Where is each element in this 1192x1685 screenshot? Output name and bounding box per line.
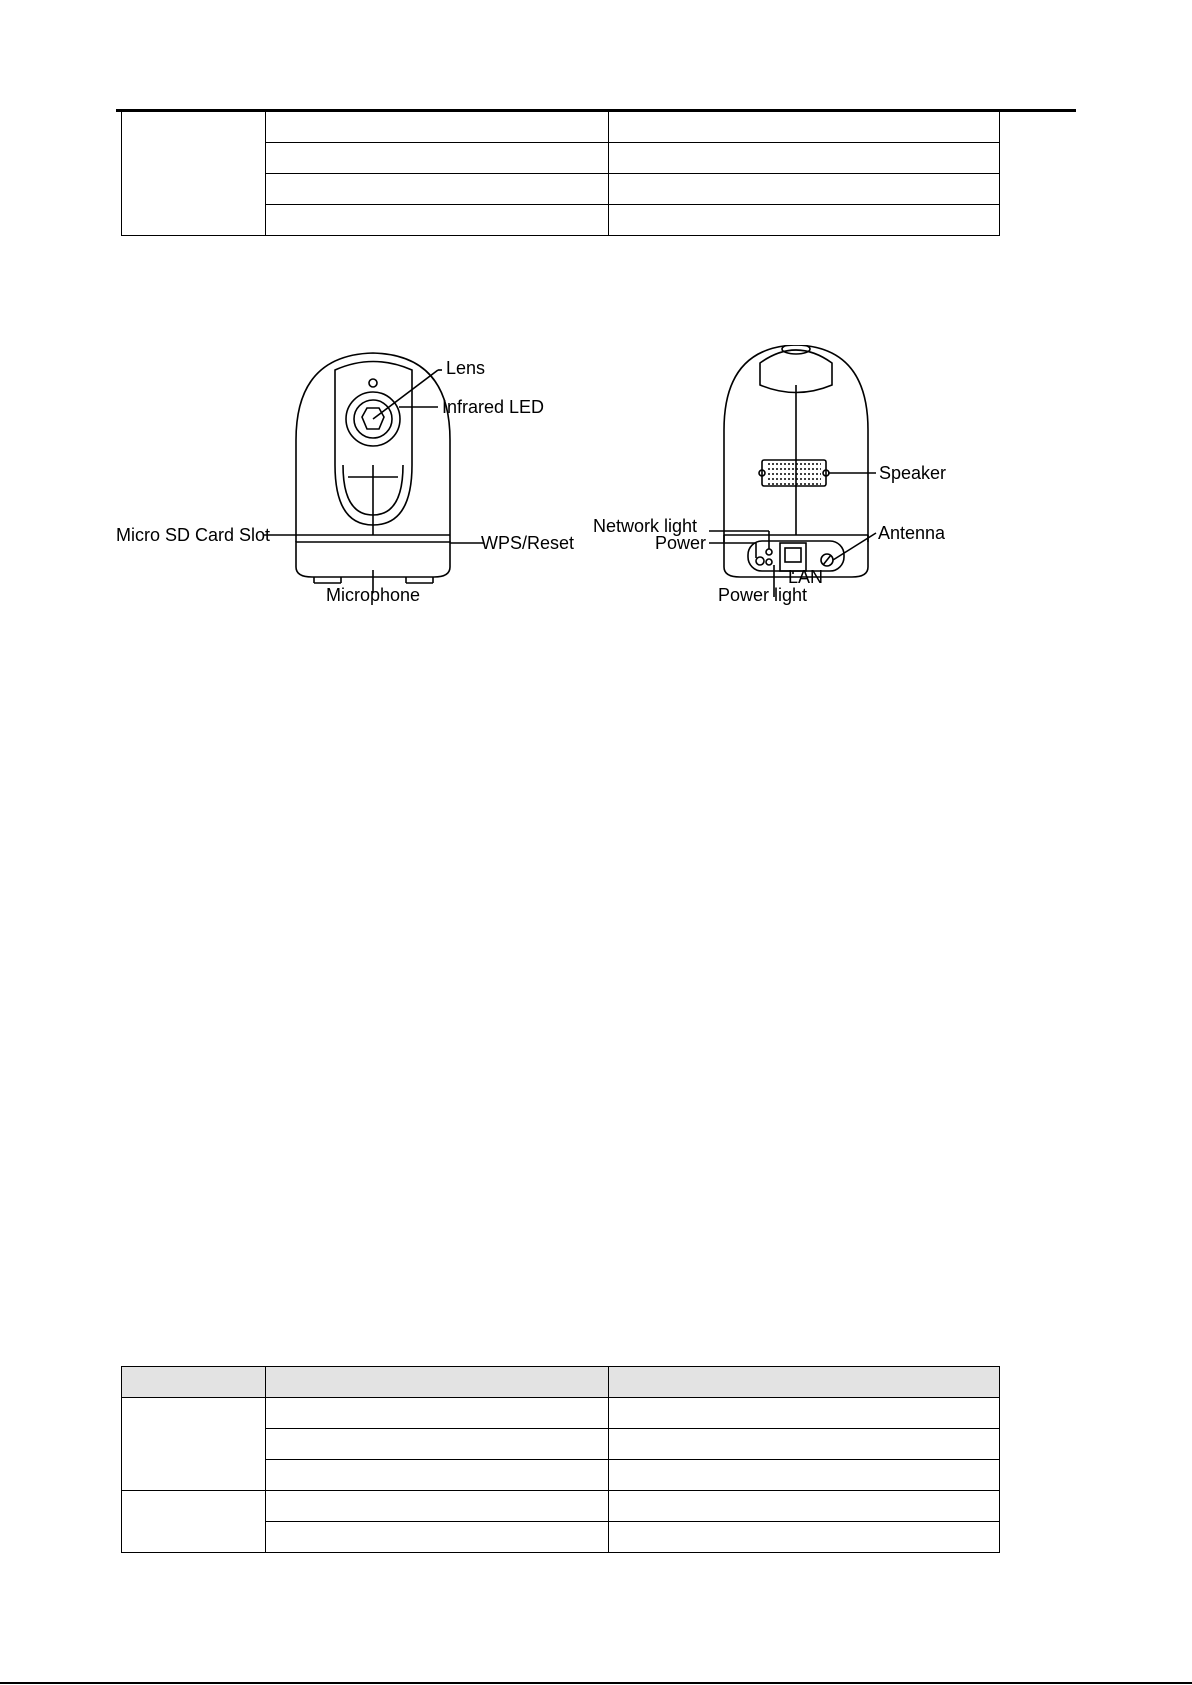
table-cell: [122, 112, 266, 236]
table-cell: [266, 1398, 609, 1429]
camera-diagram: [116, 345, 946, 645]
label-wps-reset: WPS/Reset: [481, 533, 575, 553]
table-cell: [609, 1522, 1000, 1553]
table-cell: [266, 143, 609, 174]
table-cell: [266, 1522, 609, 1553]
label-infrared-led: Infrared LED: [442, 397, 545, 417]
table-cell: [266, 1491, 609, 1522]
label-antenna: Antenna: [878, 523, 946, 543]
table-cell: [266, 174, 609, 205]
table-header-cell: [609, 1367, 1000, 1398]
label-lens: Lens: [446, 358, 486, 378]
table-cell: [609, 112, 1000, 143]
bottom-table: [121, 1366, 1000, 1553]
label-lan: LAN: [788, 567, 824, 587]
footer-rule: [0, 1682, 1192, 1684]
table-header-cell: [122, 1367, 266, 1398]
table-cell: [609, 143, 1000, 174]
table-cell: [122, 1398, 266, 1491]
table-row: [122, 1398, 1000, 1429]
table-cell: [266, 205, 609, 236]
label-power: Power: [655, 533, 707, 553]
label-micro-sd-card-slot: Micro SD Card Slot: [116, 525, 271, 545]
table-cell: [609, 1429, 1000, 1460]
label-speaker: Speaker: [879, 463, 946, 483]
table-header-cell: [266, 1367, 609, 1398]
table-row: [122, 112, 1000, 143]
table-cell: [609, 1491, 1000, 1522]
label-power-light: Power light: [718, 585, 808, 605]
table-cell: [609, 205, 1000, 236]
top-table: [121, 112, 1000, 236]
camera-front-view: [296, 353, 450, 583]
label-network-light: Network light: [593, 516, 698, 536]
table-cell: [266, 112, 609, 143]
table-cell: [122, 1491, 266, 1553]
table-cell: [609, 174, 1000, 205]
table-cell: [266, 1429, 609, 1460]
table-row: [122, 1491, 1000, 1522]
table-cell: [609, 1460, 1000, 1491]
table-cell: [266, 1460, 609, 1491]
table-cell: [609, 1398, 1000, 1429]
table-header-row: [122, 1367, 1000, 1398]
label-microphone: Microphone: [326, 585, 421, 605]
